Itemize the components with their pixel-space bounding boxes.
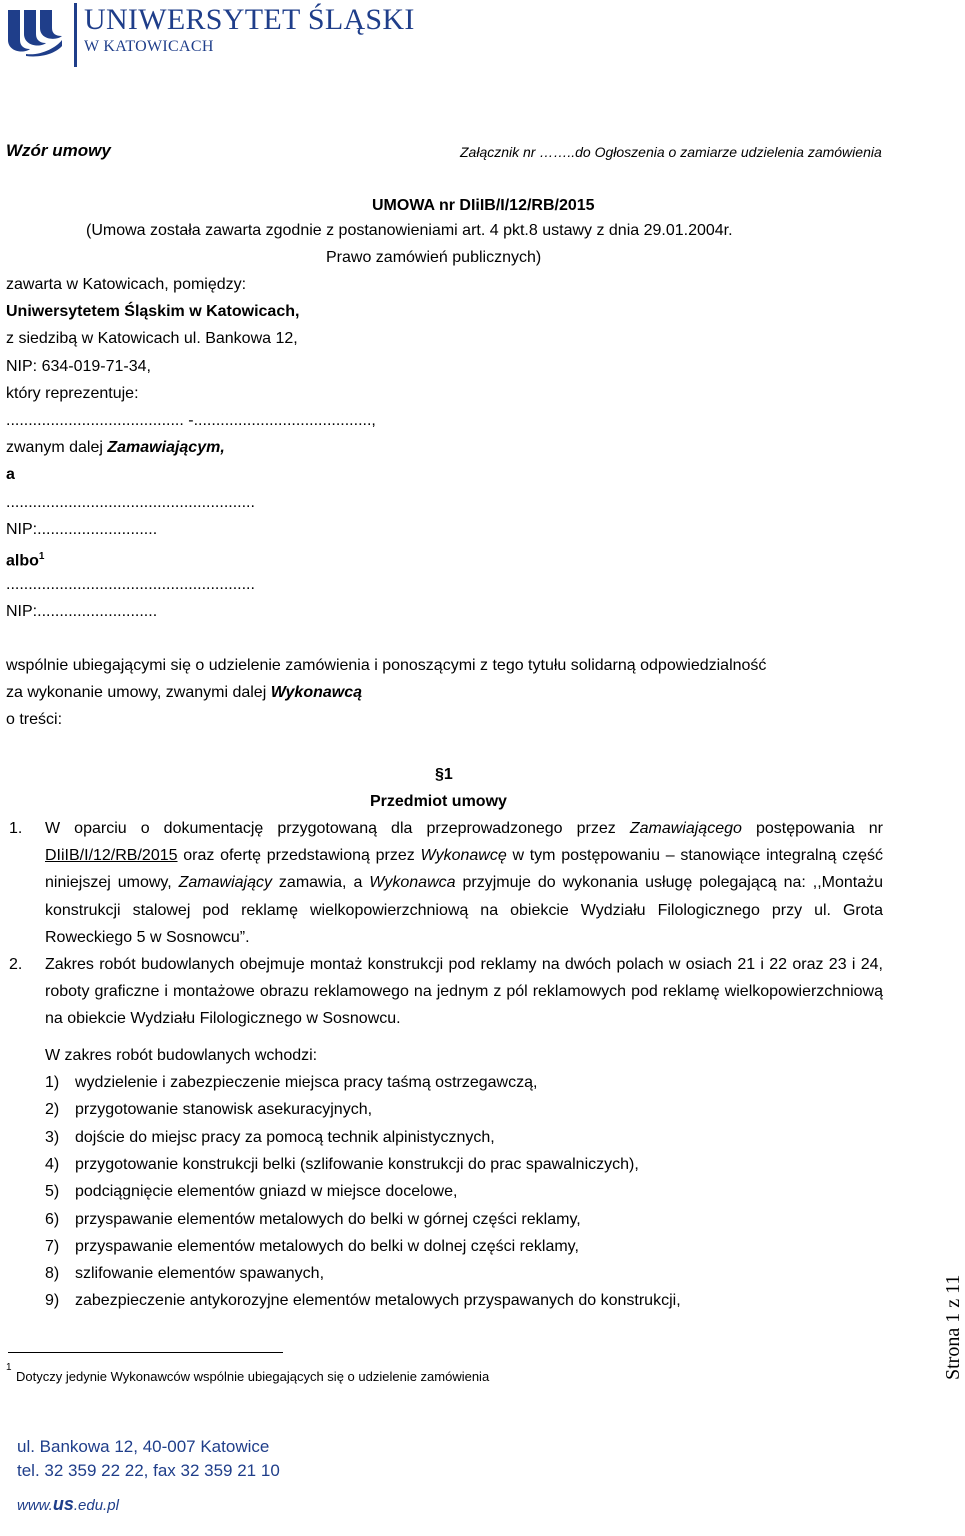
footer-website-link[interactable] [17, 1494, 119, 1515]
point-2-number: 2. [9, 956, 23, 973]
p1-part-d: w tym postępowaniu – stanowiące integralną część niniejszej umowy, [45, 847, 883, 892]
scope-item-text: szlifowanie elementów spawanych, [75, 1265, 325, 1283]
joint-liability-prefix: za wykonanie umowy, zwanymi dalej [6, 684, 271, 701]
scope-item-number: 5) [45, 1183, 60, 1201]
p1-part-f: przyjmuje do wykonania usługę polegającą na: ,,Montażu konstrukcji stalowej pod reklamę wielkopowierzchniową na obiekcie Wydziału Filologicznego przy ul. Grota Roweckiego 5 w Sosnowcu”. [45, 874, 883, 946]
p1-contractor-term: Wykonawcę [420, 847, 507, 865]
university-logo-icon [6, 6, 64, 58]
web-suffix: .edu.pl [73, 1497, 119, 1514]
point-2-text: Zakres robót budowlanych obejmuje montaż konstrukcji pod reklamy na dwóch polach w osiach 21 i 22 oraz 23 i 24, roboty graficzne i montażowe obrazu reklamowego na jednym z pól reklamowych pod reklamę wielkopowierzchniową na obiekcie Wydziału Filologicznego w Sosnowcu. [45, 956, 883, 1028]
p1-procedure-ref: DIiIB/I/12/RB/2015 [45, 847, 178, 865]
contract-number: UMOWA nr DIiIB/I/12/RB/2015 [372, 197, 595, 214]
contractor-placeholder-1: ........................................................ [6, 494, 255, 511]
representative-placeholder: ........................................ -........................................, [6, 412, 376, 429]
scope-item-number: 1) [45, 1074, 60, 1091]
p1-part-b: postępowania nr [741, 820, 884, 837]
scope-item-text: przyspawanie elementów metalowych do belki w górnej części reklamy, [75, 1210, 581, 1228]
page-number: Strona 1 z 11 [942, 1274, 964, 1380]
footnote-ref: 1 [38, 551, 45, 562]
university-city: W KATOWICACH [84, 38, 214, 55]
scope-item-number: 7) [45, 1237, 60, 1255]
client-alias-line [6, 438, 225, 458]
conjunction-a: a [6, 466, 15, 483]
scope-item [45, 1073, 537, 1093]
conjunction-albo [6, 547, 44, 571]
p1-part-e: zamawia, a [271, 874, 370, 892]
parties-intro: zawarta w Katowicach, pomiędzy: [6, 276, 247, 293]
party-client-nip: NIP: 634-019-71-34, [6, 358, 151, 375]
p1-contractor-term-2: Wykonawca [369, 874, 456, 892]
web-prefix: www. [17, 1497, 53, 1514]
scope-item [45, 1182, 457, 1202]
web-bold: us [52, 1494, 74, 1514]
scope-item [45, 1100, 372, 1120]
p1-client-term-2: Zamawiający [178, 874, 272, 892]
scope-item-number: 2) [45, 1101, 60, 1119]
scope-item-number: 9) [45, 1292, 60, 1310]
client-alias: Zamawiającym, [107, 439, 225, 456]
scope-item-text: podciągnięcie elementów gniazd w miejsce docelowe, [75, 1183, 458, 1201]
scope-item [45, 1155, 639, 1175]
p1-part-c: oraz ofertę przedstawioną przez [177, 847, 421, 865]
party-client-name: Uniwersytetem Śląskim w Katowicach, [6, 303, 300, 320]
footer-address: ul. Bankowa 12, 40-007 Katowice [17, 1437, 270, 1456]
scope-item [45, 1128, 495, 1148]
university-name: UNIWERSYTET ŚLĄSKI [84, 3, 415, 36]
scope-title: W zakres robót budowlanych wchodzi: [45, 1047, 318, 1064]
footnote-separator [8, 1352, 283, 1353]
section-title: Przedmiot umowy [370, 793, 507, 810]
scope-item [45, 1237, 579, 1257]
scope-item [45, 1264, 324, 1284]
party-client-representative-label: który reprezentuje: [6, 385, 139, 402]
legal-basis-line-1: (Umowa została zawarta zgodnie z postanowieniami art. 4 pkt.8 ustawy z dnia 29.01.2004r. [86, 222, 733, 239]
scope-item-number: 6) [45, 1210, 60, 1228]
albo-text: albo [6, 552, 39, 570]
section-symbol: § [435, 766, 444, 783]
footnote-mark: 1 [6, 1362, 12, 1373]
section-heading-number [435, 765, 453, 785]
client-alias-prefix: zwanym dalej [6, 439, 108, 456]
document-type-title: Wzór umowy [6, 141, 111, 160]
contractor-placeholder-2: ........................................................ [6, 576, 255, 593]
scope-item-number: 4) [45, 1155, 60, 1173]
joint-liability-line-2 [6, 683, 362, 703]
scope-item-text: dojście do miejsc pracy za pomocą technik alpinistycznych, [75, 1128, 495, 1146]
point-1-number: 1. [9, 820, 23, 837]
scope-item [45, 1291, 681, 1311]
section-number: 1 [443, 766, 453, 783]
scope-item-number: 8) [45, 1265, 60, 1283]
contractor-nip-1: NIP:........................... [6, 521, 158, 538]
footnote-text: Dotyczy jedynie Wykonawców wspólnie ubiegających się o udzielenie zamówienia [16, 1369, 490, 1384]
scope-item [45, 1210, 581, 1230]
scope-item-number: 3) [45, 1128, 60, 1146]
logo-divider [74, 3, 77, 67]
contractor-alias: Wykonawcą [270, 684, 362, 701]
p1-client-term: Zamawiającego [629, 820, 742, 837]
scope-item-text: zabezpieczenie antykorozyjne elementów metalowych przyspawanych do konstrukcji, [75, 1292, 681, 1310]
scope-item-text: przygotowanie konstrukcji belki (szlifowanie konstrukcji do prac spawalniczych), [75, 1155, 639, 1173]
p1-part-a: W oparciu o dokumentację przygotowaną dla przeprowadzonego przez [45, 820, 630, 837]
point-1-text [45, 815, 883, 951]
scope-item-text: przygotowanie stanowisk asekuracyjnych, [75, 1101, 373, 1119]
legal-basis-line-2: Prawo zamówień publicznych) [326, 249, 542, 266]
scope-item-text: wydzielenie i zabezpieczenie miejsca pracy taśmą ostrzegawczą, [75, 1074, 538, 1091]
annex-note: Załącznik nr ……..do Ogłoszenia o zamiarze udzielenia zamówienia [460, 144, 882, 160]
joint-liability-line-1: wspólnie ubiegającymi się o udzielenie zamówienia i ponoszącymi z tego tytułu solidarną odpowiedzialność [6, 657, 767, 674]
footer-phone: tel. 32 359 22 22, fax 32 359 21 10 [17, 1461, 280, 1480]
content-intro: o treści: [6, 711, 63, 728]
party-client-address: z siedzibą w Katowicach ul. Bankowa 12, [6, 330, 298, 347]
contractor-nip-2: NIP:........................... [6, 603, 158, 620]
scope-item-text: przyspawanie elementów metalowych do belki w dolnej części reklamy, [75, 1237, 579, 1255]
